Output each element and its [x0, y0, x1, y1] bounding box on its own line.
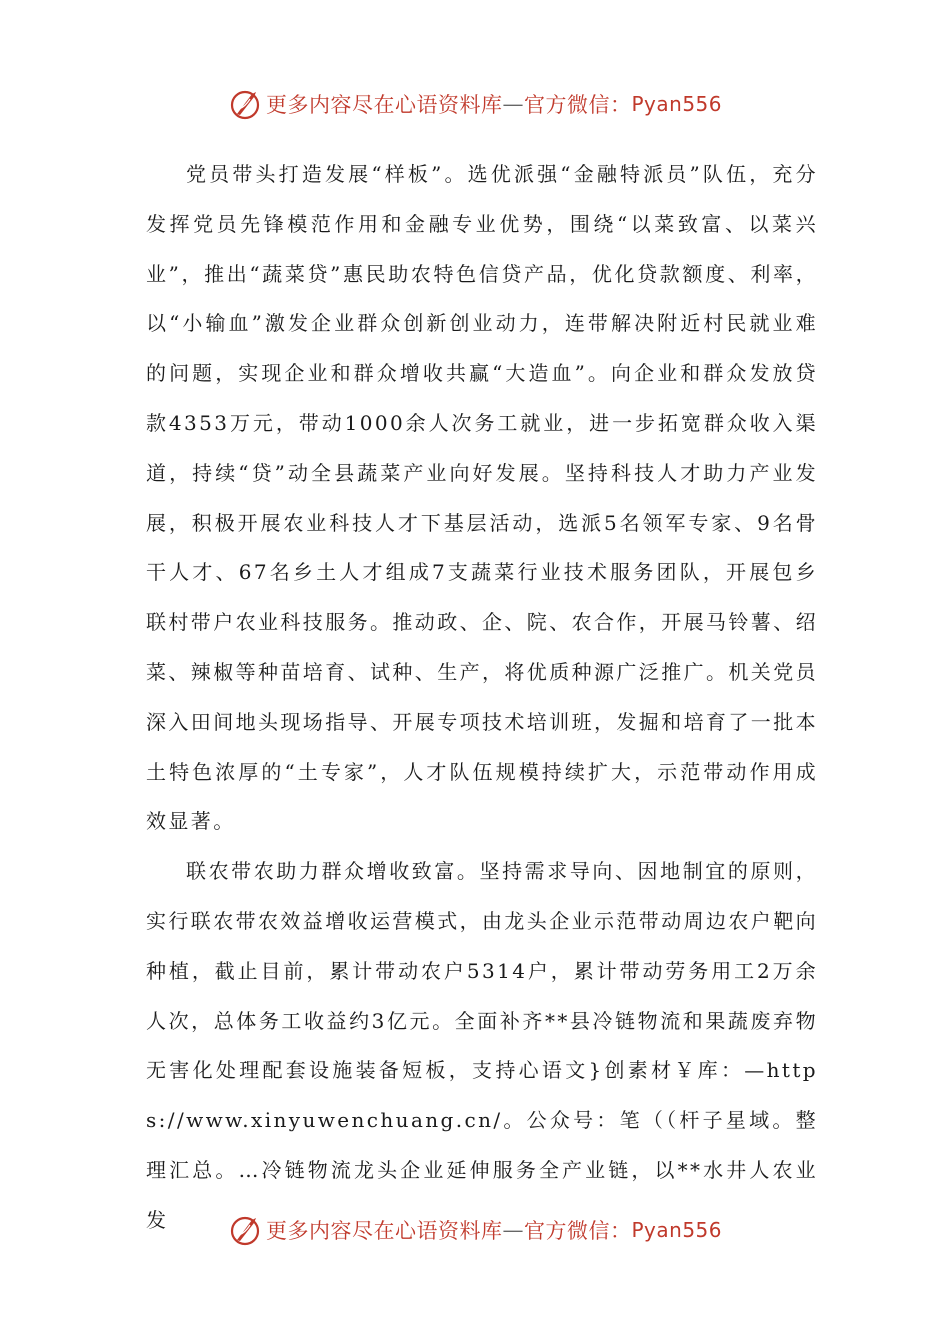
paragraph-farmer-income: 联农带农助力群众增收致富。坚持需求导向、因地制宜的原则，实行联农带农效益增收运营模式，由龙头企业示范带动周边农户靶向种植，截止目前，累计带动农户5314户，累计带动劳务用工2万余人次，总体务工收益约3亿元。全面补齐**县冷链物流和果蔬废弃物无害化处理配套设施装备短板，支持心语文}创素材￥库：—https://www.xinyuwenchuang.cn/。公众号：笔（（杆子星域。整理汇总。…冷链物流龙头企业延伸服务全产业链，以**水井人农业发 [146, 859, 818, 1232]
banner-dash: — [502, 1218, 524, 1242]
banner-wechat-label: 官方微信： [523, 1219, 632, 1243]
quill-pen-logo-icon [228, 1213, 262, 1247]
banner-wechat-id: Pyan556 [631, 1218, 722, 1242]
banner-wechat-label: 官方微信： [523, 93, 632, 117]
document-body [146, 150, 818, 1246]
quill-pen-logo-icon [228, 87, 262, 121]
banner-site-text: 更多内容尽在心语资料库 [265, 1219, 503, 1243]
paragraph-party-model: 党员带头打造发展“样板”。选优派强“金融特派员”队伍，充分发挥党员先锋模范作用和金融专业优势，围绕“以菜致富、以菜兴业”，推出“蔬菜贷”惠民助农特色信贷产品，优化贷款额度、利率，以“小输血”激发企业群众创新创业动力，连带解决附近村民就业难的问题，实现企业和群众增收共赢“大造血”。向企业和群众发放贷款4353万元，带动1000余人次务工就业，进一步拓宽群众收入渠道，持续“贷”动全县蔬菜产业向好发展。坚持科技人才助力产业发展，积极开展农业科技人才下基层活动，选派5名领军专家、9名骨干人才、67名乡土人才组成7支蔬菜行业技术服务团队，开展包乡联村带户农业科技服务。推动政、企、院、农合作，开展马铃薯、绍菜、辣椒等种苗培育、试种、生产，将优质种源广泛推广。机关党员深入田间地头现场指导、开展专项技术培训班，发掘和培育了一批本土特色浓厚的“土专家”，人才队伍规模持续扩大，示范带动作用成效显著。 [146, 162, 818, 834]
header-banner [0, 84, 950, 124]
banner-site-text: 更多内容尽在心语资料库 [265, 93, 503, 117]
banner-dash: — [502, 92, 524, 116]
banner-wechat-id: Pyan556 [631, 92, 722, 116]
footer-banner [0, 1210, 950, 1250]
